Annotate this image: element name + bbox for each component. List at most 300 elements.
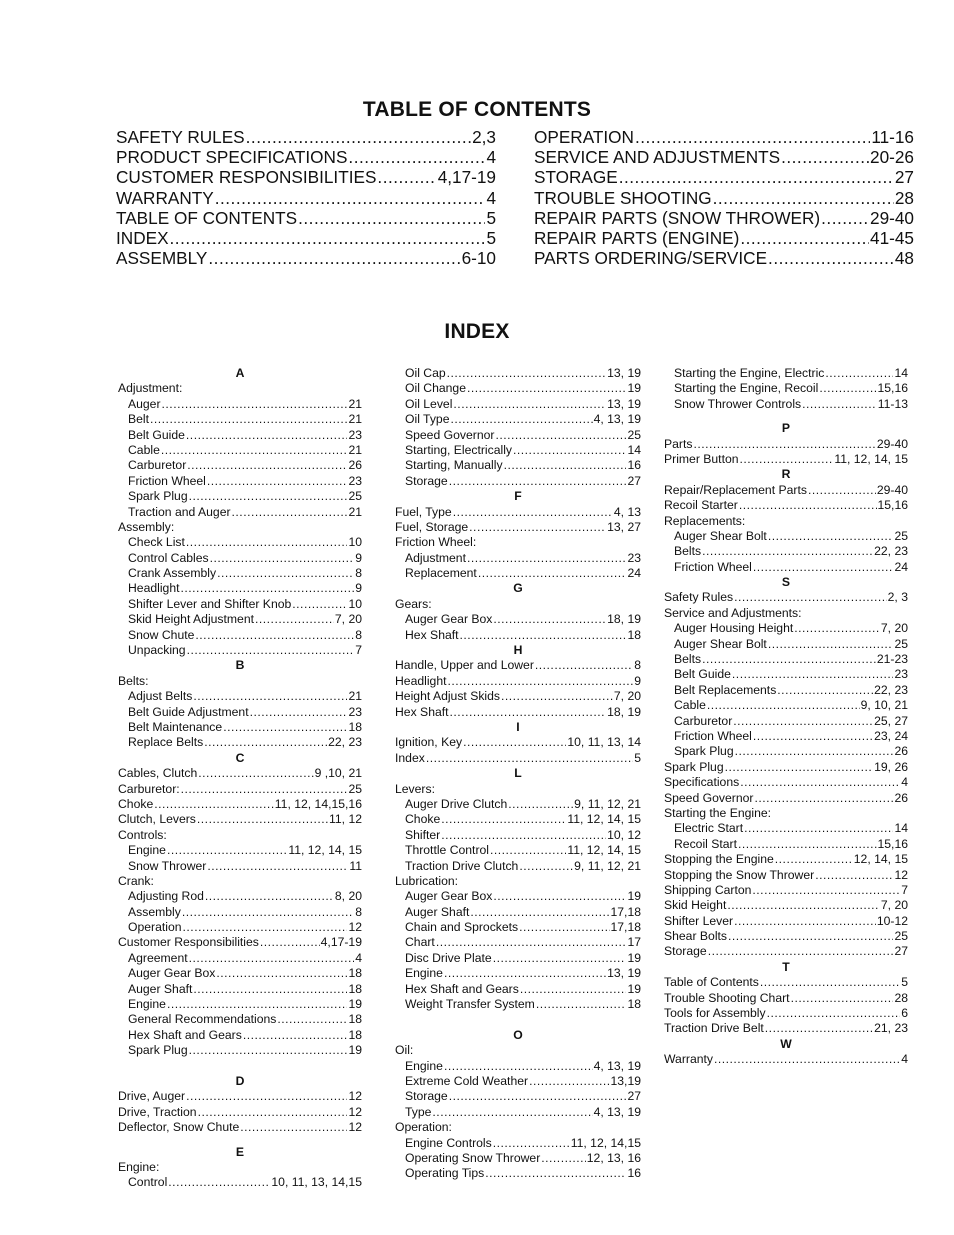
dot-leader [493, 889, 626, 904]
index-entry-label: Shifter [405, 827, 441, 842]
toc-right-column [534, 127, 914, 268]
index-entry [118, 474, 362, 489]
index-entry-page: 29-40 [876, 482, 908, 497]
index-entry [664, 791, 908, 806]
toc-entry-page: 28 [894, 187, 914, 208]
index-entry-page: 8 [355, 627, 362, 642]
dot-leader [453, 505, 613, 520]
index-entry [395, 689, 641, 704]
dot-leader [768, 529, 894, 544]
toc-entry [116, 248, 496, 268]
index-group-heading: Gears: [395, 596, 432, 611]
index-entry-label: Headlight [395, 673, 447, 688]
index-entry-label: Starting, Electrically [405, 442, 513, 457]
index-entry-page: 4, 13, 19 [593, 412, 641, 427]
index-entry-page: 23 [627, 550, 641, 565]
index-entry [395, 705, 641, 720]
dot-leader [460, 628, 627, 643]
index-entry [664, 744, 908, 759]
index-entry-label: Crank Assembly [128, 566, 217, 581]
index-entry-label: Shear Bolts [664, 929, 728, 944]
dot-leader [232, 505, 348, 520]
index-entry [118, 1012, 362, 1027]
index-entry [664, 498, 908, 513]
toc-entry-label: WARRANTY [116, 187, 214, 208]
dot-leader [693, 437, 875, 452]
toc-entry [534, 228, 914, 248]
dot-leader [825, 366, 893, 381]
index-entry-page: 12, 14, 15 [853, 852, 908, 867]
dot-leader [189, 951, 355, 966]
index-entry-label: Friction Wheel [128, 473, 206, 488]
index-entry [664, 637, 908, 652]
index-entry [664, 381, 908, 396]
toc-entry [116, 127, 496, 147]
dot-leader [732, 667, 894, 682]
dot-leader [449, 1089, 627, 1104]
dot-leader [508, 797, 573, 812]
index-entry-label: Recoil Start [674, 836, 737, 851]
index-entry-label: Fuel, Storage [395, 519, 469, 534]
index-entry [118, 1028, 362, 1043]
toc-entry-label: SERVICE AND ADJUSTMENTS [534, 147, 781, 168]
dot-leader [754, 791, 893, 806]
index-entry [664, 397, 908, 412]
index-entry-label: Snow Chute [128, 627, 195, 642]
index-entry-page: 11, 12, 14,15 [570, 1135, 641, 1150]
index-entry [118, 581, 362, 596]
dot-leader [753, 729, 873, 744]
index-entry-page: 15,16 [877, 498, 908, 513]
index-entry-page: 29-40 [876, 436, 908, 451]
index-entry-label: Auger [128, 396, 161, 411]
index-entry-label: Drive, Traction [118, 1104, 197, 1119]
toc-entry-page: 4 [486, 187, 496, 208]
index-entry [395, 1074, 641, 1089]
index-entry-page: 13, 19 [607, 966, 641, 981]
index-entry-page: 10 [348, 535, 362, 550]
index-entry [664, 929, 908, 944]
dot-leader [154, 797, 274, 812]
dot-leader [775, 852, 853, 867]
index-entry-page: 8 [355, 904, 362, 919]
index-group-heading: Assembly: [118, 519, 175, 534]
dot-leader [181, 782, 348, 797]
index-entry-label: Engine [405, 1058, 443, 1073]
index-entry-page: 11-13 [877, 396, 908, 411]
index-entry-label: Shifter Lever and Shifter Knob [128, 596, 292, 611]
toc-entry-page: 48 [894, 248, 914, 269]
index-section-letter: C [235, 750, 245, 765]
index-entry-page: 4 [901, 1052, 908, 1067]
dot-leader [535, 658, 633, 673]
index-entry-label: Belt Maintenance [128, 719, 223, 734]
index-entry-page: 6 [901, 1006, 908, 1021]
index-entry-page: 7, 20 [334, 612, 362, 627]
index-entry [395, 674, 641, 689]
index-entry [118, 597, 362, 612]
index-entry [395, 612, 641, 627]
index-entry-label: Speed Governor [405, 427, 495, 442]
index-entry-page: 22, 23 [874, 544, 908, 559]
index-entry-label: Engine [405, 966, 443, 981]
dot-leader [635, 127, 870, 147]
index-entry-label: Traction Drive Clutch [405, 858, 519, 873]
index-entry-label: Carburetor: [118, 781, 180, 796]
index-entry [118, 782, 362, 797]
dot-leader [450, 705, 607, 720]
dot-leader [198, 1105, 348, 1120]
index-entry-label: Fuel, Type [395, 504, 452, 519]
index-section-letter: G [513, 581, 523, 596]
dot-leader [519, 859, 573, 874]
index-entry-page: 10-12 [876, 913, 908, 928]
toc-entry-label: SAFETY RULES [116, 127, 245, 147]
dot-leader [753, 560, 894, 575]
dot-leader [794, 621, 880, 636]
index-entry [395, 474, 641, 489]
index-entry [664, 714, 908, 729]
index-entry-label: Hex Shaft [405, 627, 459, 642]
index-entry-page: 21-23 [876, 652, 908, 667]
index-entry-label: Hex Shaft [395, 704, 449, 719]
index-entry [118, 458, 362, 473]
index-entry-label: Throttle Control [405, 843, 489, 858]
index-entry-label: Index [395, 750, 425, 765]
index-entry [118, 505, 362, 520]
index-entry [118, 951, 362, 966]
index-entry-page: 23 [348, 473, 362, 488]
index-entry [118, 812, 362, 827]
dot-leader [432, 1105, 592, 1120]
index-entry-page: 24 [894, 559, 908, 574]
index-entry-label: Auger Drive Clutch [405, 796, 508, 811]
dot-leader [493, 612, 606, 627]
index-entry [664, 366, 908, 381]
dot-leader [186, 1089, 347, 1104]
dot-leader [727, 898, 880, 913]
index-entry-page: 26 [894, 744, 908, 759]
index-entry-page: 13, 19 [607, 396, 641, 411]
index-entry [664, 560, 908, 575]
index-entry-page: 28 [894, 990, 908, 1005]
index-entry [395, 381, 641, 396]
index-entry-label: Height Adjust Skids [395, 689, 501, 704]
toc-entry [116, 208, 496, 228]
index-entry-page: 4,17-19 [320, 935, 362, 950]
index-entry [118, 628, 362, 643]
index-group-heading: Service and Adjustments: [664, 605, 802, 620]
index-entry [118, 689, 362, 704]
index-entry [395, 889, 641, 904]
index-entry-page: 13, 19 [607, 366, 641, 380]
index-entry-label: Assembly [128, 904, 181, 919]
index-entry-page: 11, 12, 14, 15 [567, 843, 641, 858]
index-entry-label: Belts [674, 544, 702, 559]
index-entry-label: Specifications [664, 775, 740, 790]
dot-leader [713, 188, 894, 208]
dot-leader [223, 720, 347, 735]
index-entry-label: Cable [128, 442, 160, 457]
index-entry [395, 828, 641, 843]
dot-leader [504, 458, 627, 473]
index-entry-page: 13, 27 [607, 519, 641, 534]
toc-entry-page: 20-26 [870, 147, 914, 168]
dot-leader [520, 982, 627, 997]
toc-entry-label: CUSTOMER RESPONSIBILITIES [116, 167, 377, 188]
dot-leader [444, 966, 606, 981]
index-entry-page: 7, 20 [880, 898, 908, 913]
index-entry [664, 775, 908, 790]
dot-leader [170, 228, 486, 248]
index-entry [395, 982, 641, 997]
index-entry-page: 12 [348, 920, 362, 935]
toc-title: TABLE OF CONTENTS [362, 98, 592, 121]
dot-leader [182, 905, 354, 920]
dot-leader [181, 581, 355, 596]
index-section-letter: O [513, 1027, 523, 1042]
index-section-letter: H [513, 643, 523, 658]
index-entry [118, 1043, 362, 1058]
dot-leader [493, 1136, 570, 1151]
index-entry-label: Clutch, Levers [118, 812, 196, 827]
index-entry-label: Shifter Lever [664, 913, 734, 928]
index-entry-page: 26 [348, 458, 362, 473]
index-entry [395, 735, 641, 750]
index-entry-page: 8 [355, 566, 362, 581]
dot-leader [186, 428, 348, 443]
dot-leader [216, 966, 347, 981]
index-entry-label: Cables, Clutch [118, 766, 198, 781]
dot-leader [255, 612, 334, 627]
index-entry-label: Disc Drive Plate [405, 950, 492, 965]
toc-entry-label: REPAIR PARTS (SNOW THROWER) [534, 207, 821, 228]
index-entry [118, 489, 362, 504]
dot-leader [740, 452, 834, 467]
index-entry-page: 12 [348, 1120, 362, 1135]
index-entry [118, 766, 362, 781]
index-group-heading: Friction Wheel: [395, 535, 477, 550]
index-group-heading: Controls: [118, 827, 167, 842]
index-entry-page: 10, 12 [607, 827, 641, 842]
dot-leader [167, 843, 287, 858]
index-entry [395, 428, 641, 443]
index-entry-page: 7, 20 [880, 621, 908, 636]
index-entry-page: 21, 23 [874, 1021, 908, 1036]
index-entry-label: Friction Wheel [674, 559, 752, 574]
index-entry-page: 25 [894, 636, 908, 651]
index-entry-page: 18 [348, 719, 362, 734]
dot-leader [802, 397, 877, 412]
index-entry-page: 2, 3 [887, 590, 908, 605]
index-entry-page: 12 [894, 867, 908, 882]
dot-leader [815, 868, 893, 883]
index-entry-label: Choke [405, 812, 441, 827]
index-section-letter: F [514, 489, 522, 504]
index-entry [395, 1136, 641, 1151]
index-entry-page: 8, 20 [334, 889, 362, 904]
index-entry [118, 1175, 362, 1190]
dot-leader [449, 474, 627, 489]
toc-entry-label: PARTS ORDERING/SERVICE [534, 248, 768, 269]
toc-entry-label: OPERATION [534, 127, 634, 147]
dot-leader [208, 248, 460, 268]
dot-leader [519, 920, 609, 935]
index-entry-page: 23 [894, 667, 908, 682]
index-entry [395, 935, 641, 950]
index-entry [664, 837, 908, 852]
index-entry [664, 452, 908, 467]
index-entry-page: 25 [348, 489, 362, 504]
dot-leader [765, 1021, 873, 1036]
index-entry-label: Recoil Starter [664, 498, 738, 513]
index-entry-label: Carburetor [128, 458, 187, 473]
index-entry-page: 9, 11, 12, 21 [574, 796, 641, 811]
index-entry [664, 683, 908, 698]
index-entry-label: Spark Plug [128, 489, 188, 504]
index-entry-page: 5 [901, 975, 908, 990]
index-entry-label: Hex Shaft and Gears [405, 981, 519, 996]
index-entry-page: 7 [901, 882, 908, 897]
index-entry [118, 705, 362, 720]
index-entry [664, 1052, 908, 1067]
index-entry-label: Adjust Belts [128, 689, 193, 704]
index-entry-page: 11, 12, 14, 15 [834, 451, 908, 466]
index-entry-page: 12 [348, 1104, 362, 1119]
dot-leader [162, 397, 348, 412]
index-entry-label: Type [405, 1104, 432, 1119]
index-title: INDEX [444, 320, 510, 343]
toc-entry [534, 208, 914, 228]
index-entry-label: Trouble Shooting Chart [664, 990, 790, 1005]
index-entry-page: 15,16 [877, 836, 908, 851]
dot-leader [819, 381, 876, 396]
index-entry-page: 24 [627, 566, 641, 581]
index-column-2 [395, 366, 641, 1182]
index-entry-label: Spark Plug [664, 759, 724, 774]
index-entry-page: 11 [349, 858, 362, 873]
index-entry-page: 18 [627, 997, 641, 1012]
toc-entry-page: 4 [486, 147, 496, 168]
index-entry-page: 8 [634, 658, 641, 673]
dot-leader [738, 837, 877, 852]
index-entry-page: 25 [348, 781, 362, 796]
dot-leader [444, 1059, 593, 1074]
dot-leader [734, 914, 876, 929]
index-group-heading: Lubrication: [395, 873, 459, 888]
index-section-letter: L [514, 766, 522, 781]
toc-entry-page: 27 [894, 167, 914, 188]
index-entry [395, 628, 641, 643]
index-group-heading: Replacements: [664, 513, 746, 528]
index-entry-label: Storage [405, 473, 448, 488]
dot-leader [168, 1175, 270, 1190]
index-entry [118, 1105, 362, 1120]
toc-entry-page: 11-16 [871, 127, 914, 147]
dot-leader [447, 366, 606, 381]
toc-entry-label: TROUBLE SHOOTING [534, 187, 712, 208]
index-entry-page: 22, 23 [874, 682, 908, 697]
index-entry-page: 19, 26 [874, 759, 908, 774]
index-entry-label: Carburetor [674, 713, 733, 728]
index-entry [118, 982, 362, 997]
dot-leader [187, 458, 347, 473]
toc-entry-page: 41-45 [870, 227, 914, 248]
index-entry [395, 505, 641, 520]
index-section-letter: I [516, 719, 520, 734]
index-entry [395, 551, 641, 566]
index-entry [664, 698, 908, 713]
index-entry-page: 18 [348, 1027, 362, 1042]
index-entry-page: 19 [348, 1043, 362, 1058]
index-entry-label: Snow Thrower Controls [674, 396, 802, 411]
dot-leader [485, 1166, 626, 1181]
index-group-heading: Oil: [395, 1043, 414, 1058]
index-entry-label: Operation [128, 920, 182, 935]
dot-leader [708, 944, 894, 959]
index-entry-page: 15,16 [877, 381, 908, 396]
index-entry-label: Oil Change [405, 381, 466, 396]
index-entry-label: Handle, Upper and Lower [395, 658, 534, 673]
dot-leader [186, 535, 348, 550]
index-entry-page: 4, 13, 19 [593, 1058, 641, 1073]
index-entry-label: Speed Governor [664, 790, 754, 805]
dot-leader [728, 929, 893, 944]
dot-leader [377, 167, 436, 187]
index-entry-label: Operating Snow Thrower [405, 1150, 541, 1165]
index-entry [395, 843, 641, 858]
index-entry-label: Auger Shear Bolt [674, 636, 767, 651]
index-entry-label: Check List [128, 535, 185, 550]
index-entry [118, 643, 362, 658]
dot-leader [193, 982, 347, 997]
index-entry-label: Oil Level [405, 396, 453, 411]
index-entry-label: Engine [128, 997, 166, 1012]
toc-entry-page: 2,3 [472, 127, 496, 147]
index-entry-label: Belt [128, 412, 150, 427]
index-group-heading: Operation: [395, 1120, 452, 1135]
index-entry-page: 25 [627, 427, 641, 442]
index-entry [118, 735, 362, 750]
index-entry [664, 868, 908, 883]
index-entry-label: Customer Responsibilities [118, 935, 259, 950]
index-entry [395, 966, 641, 981]
dot-leader [513, 443, 626, 458]
dot-leader [536, 997, 627, 1012]
dot-leader [735, 744, 894, 759]
index-entry-page: 12, 13, 16 [586, 1150, 641, 1165]
index-entry-page: 21 [348, 504, 362, 519]
index-group-heading: Starting the Engine: [664, 805, 772, 820]
index-entry-page: 23 [348, 427, 362, 442]
dot-leader [215, 188, 486, 208]
dot-leader [478, 566, 627, 581]
dot-leader [752, 883, 900, 898]
index-entry-label: Primer Button [664, 451, 739, 466]
dot-leader [744, 821, 893, 836]
index-entry-label: Electric Start [674, 821, 744, 836]
index-entry [395, 920, 641, 935]
toc-entry [534, 127, 914, 147]
index-entry-label: Engine [128, 843, 166, 858]
index-entry [395, 1059, 641, 1074]
dot-leader [714, 1052, 900, 1067]
index-entry [395, 412, 641, 427]
index-entry-label: Cable [674, 698, 706, 713]
toc-entry [116, 147, 496, 167]
dot-leader [246, 127, 471, 147]
dot-leader [448, 674, 634, 689]
